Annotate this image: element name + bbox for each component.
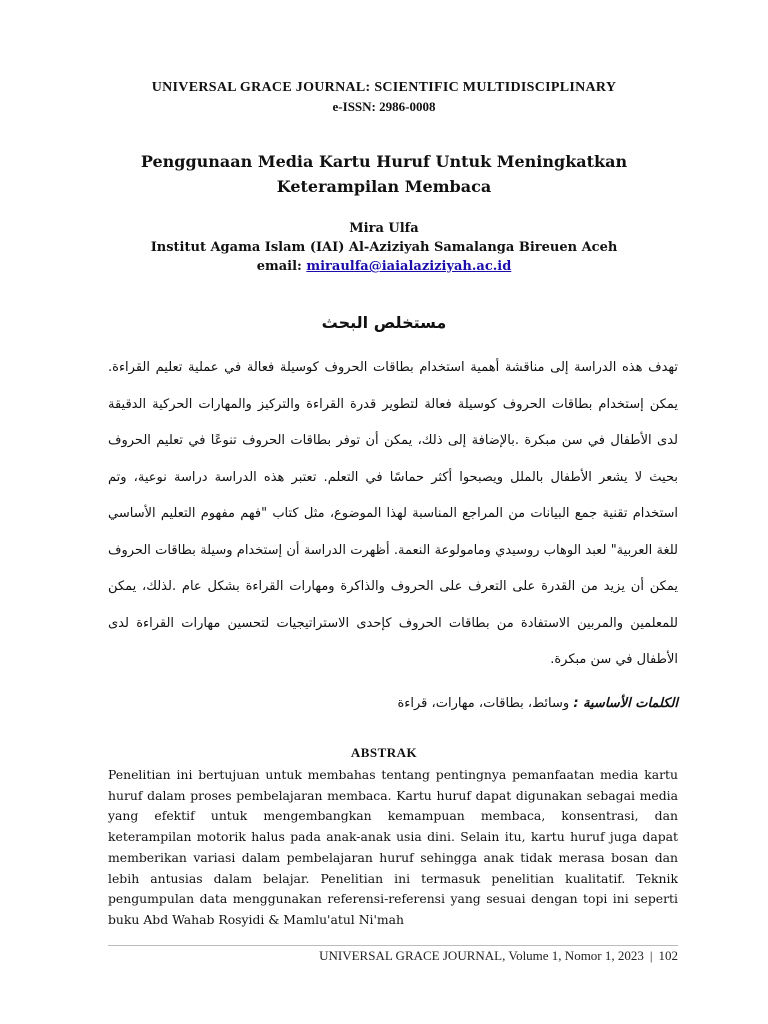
email-link[interactable]: miraulfa@iaialaziziyah.ac.id	[306, 259, 512, 274]
footer-citation: UNIVERSAL GRACE JOURNAL, Volume 1, Nomor 1, 2023	[319, 948, 644, 963]
author-name: Mira Ulfa	[349, 221, 419, 236]
author-email-line	[0, 258, 768, 276]
footer-separator: |	[649, 948, 653, 963]
page-number: 102	[658, 948, 678, 963]
arabic-keywords	[108, 692, 678, 716]
journal-issn: e-ISSN: 2986-0008	[332, 99, 436, 114]
arabic-keywords-label: الكلمات الأساسية :	[573, 696, 678, 711]
arabic-abstract-heading: مستخلص البحث	[321, 313, 447, 332]
paper-title-line-2: Keterampilan Membaca	[276, 177, 492, 196]
page-footer	[108, 946, 678, 966]
paper-title-line-1: Penggunaan Media Kartu Huruf Untuk Meningkatkan	[140, 152, 628, 171]
journal-name: UNIVERSAL GRACE JOURNAL: SCIENTIFIC MULTIDISCIPLINARY	[151, 80, 617, 95]
author-affiliation: Institut Agama Islam (IAI) Al-Aziziyah Samalanga Bireuen Aceh	[150, 240, 618, 255]
abstrak-body: Penelitian ini bertujuan untuk membahas tentang pentingnya pemanfaatan media kartu huruf dalam proses pembelajaran membaca. Kartu huruf dapat digunakan sebagai media yang efektif untuk mengembangkan kemampuan membaca, konsentrasi, dan keterampilan motorik halus pada anak-anak usia dini. Selain itu, kartu huruf juga dapat memberikan variasi dalam pembelajaran huruf sehingga anak tidak merasa bosan dan lebih antusias dalam belajar. Penelitian ini termasuk penelitian kualitatif. Teknik pengumpulan data menggunakan referensi-referensi yang sesuai dengan topi ini seperti buku Abd Wahab Rosyidi & Mamlu'atul Ni'mah	[108, 767, 678, 927]
paper-title	[0, 149, 768, 199]
abstrak-heading: ABSTRAK	[350, 745, 418, 760]
arabic-abstract-body: تهدف هذه الدراسة إلى مناقشة أهمية استخدام بطاقات الحروف كوسيلة فعالة في عملية تعليم القراءة. يمكن إستخدام بطاقات الحروف كوسيلة فعالة لتطوير قدرة القراءة والتركيز والمهارات الحركية الدقيقة لدى الأطفال في سن مبكرة .بالإضافة إلى ذلك، يمكن أن توفر بطاقات الحروف تنوعًا في تعليم الحروف بحيث لا يشعر الأطفال بالملل ويصبحوا أكثر حماسًا في التعلم. تعتبر هذه الدراسة دراسة نوعية، وتم استخدام تقنية جمع البيانات من المراجع المناسبة لهذا الموضوع، مثل كتاب "فهم مفهوم التعليم الأساسي للغة العربية" لعبد الوهاب روسيدي ومامولوعة النعمة. أظهرت الدراسة أن إستخدام وسيلة بطاقات الحروف يمكن أن يزيد من القدرة على التعرف على الحروف والذاكرة ومهارات القراءة بشكل عام .لذلك، يمكن للمعلمين والمربين الاستفادة من بطاقات الحروف كإحدى الاستراتيجيات لتحسين مهارات القراءة لدى الأطفال في سن مبكرة.	[108, 360, 678, 667]
email-label: email:	[256, 259, 302, 274]
arabic-keywords-list: وسائط، بطاقات، مهارات، قراءة	[397, 696, 570, 711]
